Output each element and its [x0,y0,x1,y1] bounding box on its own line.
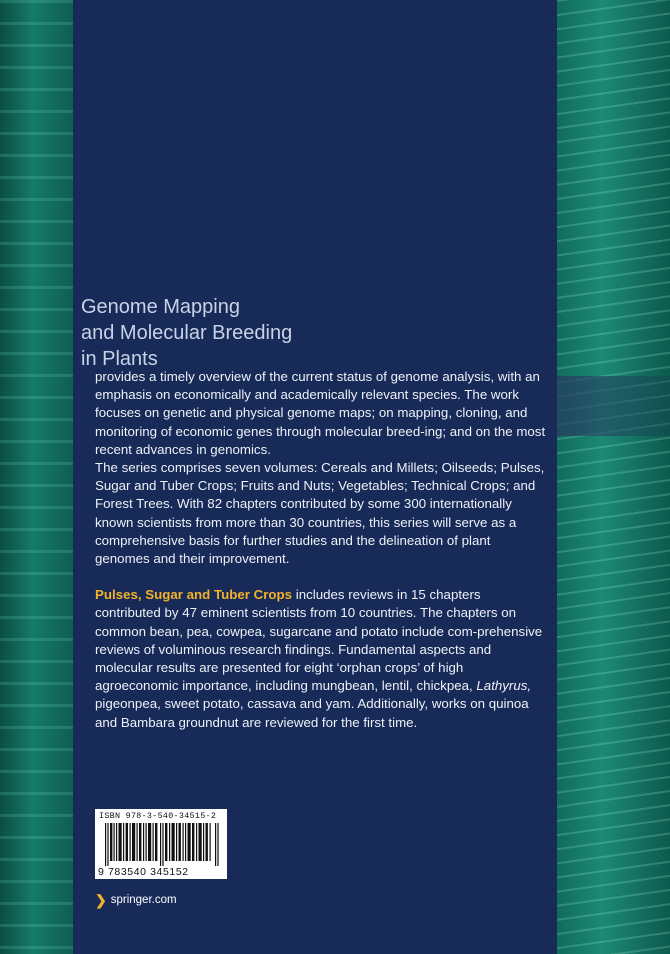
volume-description: Pulses, Sugar and Tuber Crops includes reviews in 15 chapters contributed by 47 eminent scientists from 10 countries. The chapters on common bean, pea, cowpea, sugarcane and potato include com-prehensive reviews of voluminous research findings. Fundamental aspects and molecular results are presented for eight ‘orphan crops’ of high agroeconomic importance, including mungbean, lentil, chickpea, Lathyrus, pigeonpea, sweet potato, cassava and yam. Additionally, works on quinoa and Bambara groundnut are reviewed for the first time. [95,587,543,730]
description [95,368,547,732]
chevron-right-icon: ❯ [95,892,107,908]
publisher-link[interactable] [95,893,177,907]
background-right-foliage [557,0,670,954]
title-line-1: Genome Mapping [81,296,240,318]
isbn-label: ISBN 978-3-540-34515-2 [99,811,217,821]
barcode-icon [105,823,219,866]
series-title [81,294,541,372]
publisher-url: springer.com [110,894,177,906]
genus-name: Lathyrus, [476,678,532,694]
series-volumes: The series comprises seven volumes: Cereals and Millets; Oilseeds; Pulses, Sugar and Tuber Crops; Fruits and Nuts; Vegetables; Technical Crops; and Forest Trees. With 82 chapters contributed by some 300 internationally known scientists from more than 30 countries, this series will serve as a comprehensive basis for further studies and the delineation of plant genomes and their improvement. [95,460,545,567]
barcode-box [95,809,227,879]
title-line-2: and Molecular Breeding [81,322,293,344]
ean-digits: 9 783540 345152 [98,866,189,878]
background-left-foliage [0,0,73,954]
title-line-3: in Plants [81,348,158,370]
volume-title: Pulses, Sugar and Tuber Crops [95,587,293,603]
series-description: provides a timely overview of the current status of genome analysis, with an emphasis on economically and academically relevant species. The work focuses on genetic and physical genome maps; on mapping, cloning, and monitoring of economic genes through molecular breed-ing; and on the most recent advances in genomics. [95,369,546,457]
